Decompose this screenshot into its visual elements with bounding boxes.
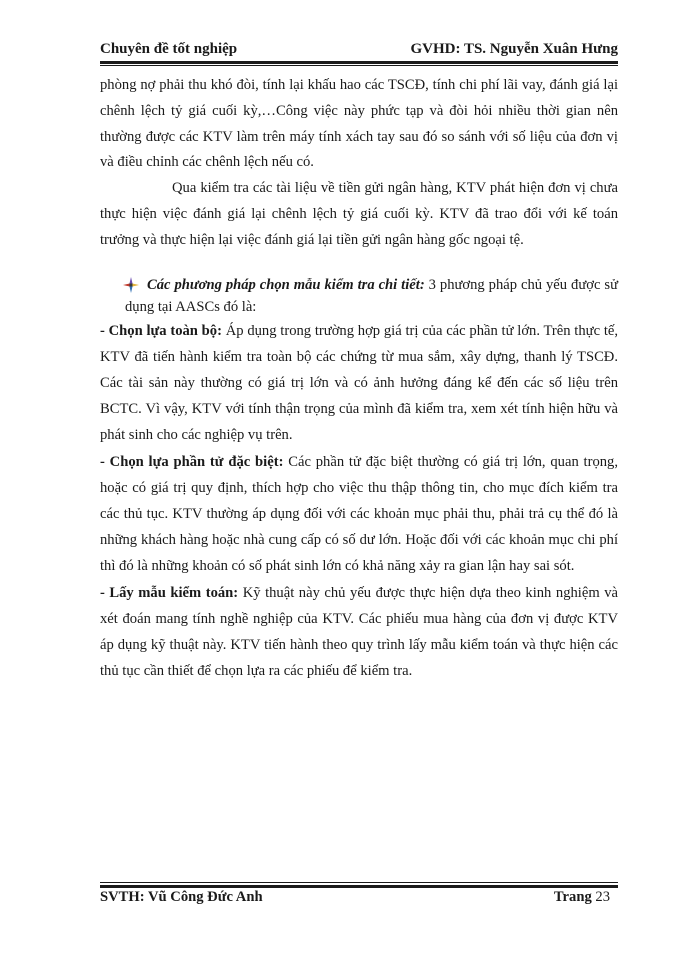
spacer [100,254,618,274]
method-text: Kỹ thuật này chủ yếu được thực hiện dựa theo kinh nghiệm và xét đoán mang tính nghề nghiệp của KTV. Các phiếu mua hàng của đơn vị được KTV áp dụng kỹ thuật này. KTV tiến hành theo quy trình lấy mẫu kiểm toán và thực hiện các thủ tục cần thiết để chọn lựa ra các phiếu để kiểm tra. [100,584,618,680]
method-item [100,449,618,580]
section-intro: 3 phương pháp chủ yếu được sử dụng tại AASCs đó là: [125,276,618,315]
page-body [100,73,618,684]
section-heading: Các phương pháp chọn mẫu kiểm tra chi tiết: [147,276,425,293]
method-item [100,318,618,449]
four-color-diamond-bullet-icon [123,277,139,293]
method-item [100,580,618,685]
section-heading-line [100,274,618,318]
page-footer [100,888,610,906]
paragraph-bank-deposits: Qua kiểm tra các tài liệu về tiền gửi ngân hàng, KTV phát hiện đơn vị chưa thực hiện việc đánh giá lại chênh lệch tỷ giá cuối kỳ. KTV đã trao đổi với kế toán trưởng và thực hiện lại việc đánh giá lại tiền gửi ngân hàng gốc ngoại tệ. [100,180,618,248]
footer-page [554,888,610,906]
method-label: - Lấy mẫu kiểm toán: [100,584,239,601]
method-text: Áp dụng trong trường hợp giá trị của các phần tử lớn. Trên thực tế, KTV đã tiến hành kiểm tra toàn bộ các chứng từ mua sắm, xây dựng, thanh lý TSCĐ. Các tài sản này thường có giá trị lớn và có ảnh hưởng đáng kể đến các số liệu trên BCTC. Vì vậy, KTV với tính thận trọng của mình đã kiểm tra, xem xét tính hiện hữu và phát sinh cho các nghiệp vụ trên. [100,322,618,444]
footer-student: SVTH: Vũ Công Đức Anh [100,889,263,905]
header-rule-thin [100,65,618,66]
method-list [100,318,618,685]
page-header [100,40,618,58]
header-advisor: GVHD: TS. Nguyễn Xuân Hưng [410,41,618,57]
footer-rule-thin [100,882,618,883]
header-document-title: Chuyên đề tốt nghiệp [100,41,238,57]
page-number: 23 [595,889,610,905]
method-text: Các phần tử đặc biệt thường có giá trị lớn, quan trọng, hoặc có giá trị quy định, thích hợp cho việc thu thập thông tin, cho mục đích kiểm tra các thủ tục. KTV thường áp dụng đối với các khoản mục phải thu, phải trả cụ thể đó là những khách hàng hoặc nhà cung cấp có số dư lớn. Hoặc đối với các khoản mục chi phí thì đó là những khoản có số phát sinh lớn có khả năng xảy ra gian lận hay sai sót. [100,453,619,575]
page-label: Trang [553,889,592,905]
method-label: - Chọn lựa phần tử đặc biệt: [100,453,284,470]
method-label: - Chọn lựa toàn bộ: [100,322,222,339]
header-rule [100,61,618,64]
sampling-methods-section [100,274,618,318]
paragraph-continuation: phòng nợ phải thu khó đòi, tính lại khấu hao các TSCĐ, tính chi phí lãi vay, đánh giá lại chênh lệch tỷ giá cuối kỳ,…Công việc này phức tạp và đòi hỏi nhiều thời gian nên thường được các KTV làm trên máy tính xách tay sau đó so sánh với số liệu của đơn vị và điều chỉnh các chênh lệch nếu có. [100,77,618,171]
